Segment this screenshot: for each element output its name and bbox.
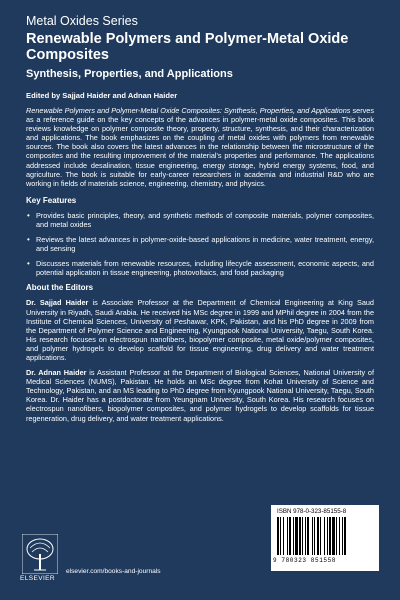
description-rest: serves as a reference guide on the key concepts of the advances in polymer-metal oxide composites. This book reviews knowledge on polymer composite theory, property, structure, synthesis, and their characterization and applications. The book emphasizes on the coupling of metal oxides with polymers from renewable sources. The book also covers the latest advances in the relationship between the microstructure of the composites and the resulting improvement of the material's properties and performance. The applications addressed include desalination, tissue engineering, energy storage, hybrid energy systems, food, and agriculture. The book is suitable for early-career researchers in academia and industrial R&D who are working in fields of materials science, engineering, chemistry, and physics. <box>26 106 374 188</box>
book-title: Renewable Polymers and Polymer-Metal Oxide Composites <box>26 31 349 63</box>
feature-text: Discusses materials from renewable resources, including lifecycle assessment, economic aspects, and potential application in tissue engineering, photovoltaics, and food packaging <box>36 259 374 278</box>
isbn-label: ISBN 978-0-323-85155-8 <box>277 508 347 515</box>
editor-bio-1 <box>26 298 374 362</box>
bullet-icon: • <box>27 235 30 245</box>
editor-2-text: is Assistant Professor at the Department of Biological Sciences, National University of Medical Sciences (NUMS), Pakistan. He holds an MSc degree from Kohat University of Science and Technology, Pakistan, and an MS leading to PhD degree from Kyungpook National University, Taegu, South Korea. Dr. Haider has a postdoctorate from Yeungnam University, South Korea. His research focuses on electrospun nanofibers, biopolymer composites, and polymer hydrogels to develop scaffolds for tissue regeneration, drug delivery, and water treatment applications. <box>26 368 374 423</box>
publisher-url[interactable]: elsevier.com/books-and-journals <box>66 568 161 575</box>
series-name: Metal Oxides Series <box>26 14 138 28</box>
feature-text: Provides basic principles, theory, and synthetic methods of composite materials, polymer composites, and metal oxides <box>36 210 374 229</box>
bullet-icon: • <box>27 210 30 220</box>
feature-item <box>26 259 374 277</box>
editor-bio-2 <box>26 368 374 423</box>
editor-1-text: is Associate Professor at the Department of Chemical Engineering at King Saud University in Riyadh, Saudi Arabia. He received his MSc degree in 1999 and MPhil degree in 2004 from the Institute of Chemical Sciences, University of Peshawar, KPK, Pakistan, and his PhD degree in 2009 from the Department of Polymer Science and Engineering, Kyungpook National University, Taegu, South Korea. His research focuses on electrospun nanofibers, biopolymer composite, metal oxide/polymer composites, and polymer hydrogels to develop scaffold for tissue engineering, drug delivery and water treatment applications. <box>26 298 374 362</box>
barcode-number: 9 780323 851558 <box>273 557 337 564</box>
feature-item <box>26 235 374 253</box>
description-italic: Renewable Polymers and Polymer-Metal Oxide Composites: Synthesis, Properties, and Applications <box>26 106 351 115</box>
key-features-list <box>26 211 374 278</box>
publisher-name: ELSEVIER <box>20 575 55 582</box>
elsevier-tree-logo-icon <box>22 534 58 574</box>
about-editors-heading: About the Editors <box>26 283 94 293</box>
barcode-icon <box>277 517 373 555</box>
book-description <box>26 106 374 188</box>
editor-2-name: Dr. Adnan Haider <box>26 368 87 378</box>
key-features-heading: Key Features <box>26 195 77 205</box>
bullet-icon: • <box>27 259 30 269</box>
editors-line: Edited by Sajjad Haider and Adnan Haider <box>26 91 178 100</box>
editor-1-name: Dr. Sajjad Haider <box>26 298 89 308</box>
feature-item <box>26 211 374 229</box>
feature-text: Reviews the latest advances in polymer-oxide-based applications in medicine, water treatment, energy, and sensing <box>36 235 374 254</box>
book-subtitle: Synthesis, Properties, and Applications <box>26 68 233 80</box>
barcode-panel <box>271 505 379 571</box>
